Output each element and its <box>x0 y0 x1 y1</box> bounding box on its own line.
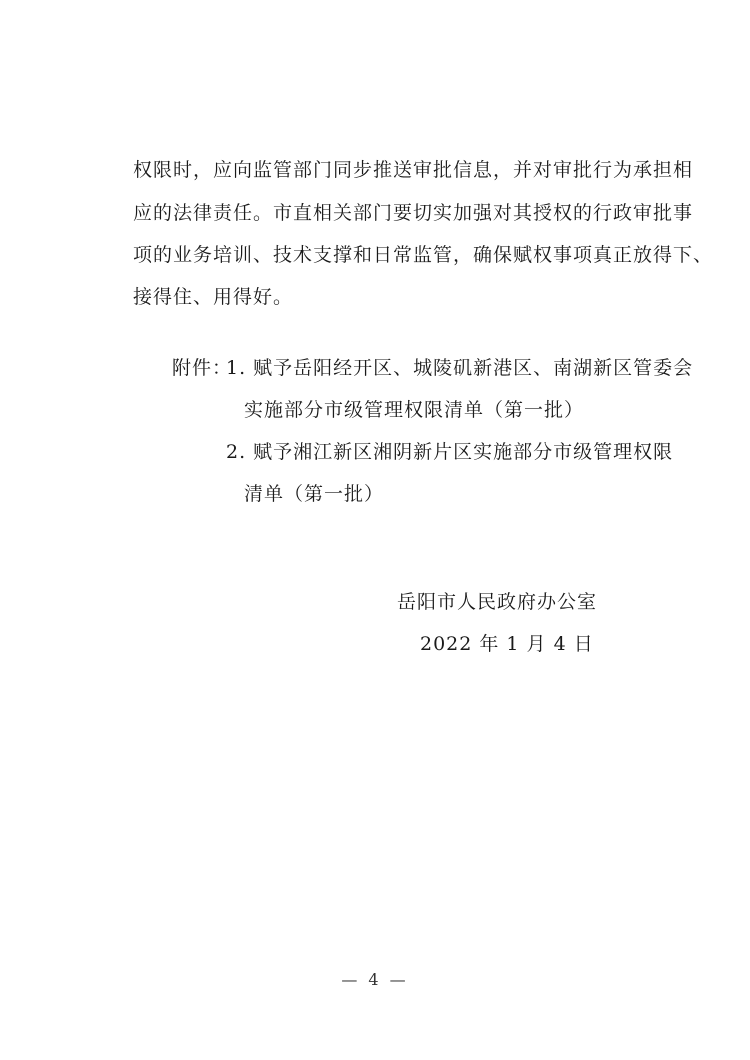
body-paragraph-line-2: 应的法律责任。市直相关部门要切实加强对其授权的行政审批事 <box>133 202 694 224</box>
body-paragraph-line-3: 项的业务培训、技术支撑和日常监管，确保赋权事项真正放得下、 <box>133 244 714 266</box>
attachment-item-1: 1. 赋予岳阳经开区、城陵矶新港区、南湖新区管委会 <box>226 357 694 379</box>
signing-organization: 岳阳市人民政府办公室 <box>397 591 598 613</box>
attachments-label: 附件： <box>172 357 233 379</box>
attachment-item-2-continuation: 清单（第一批） <box>244 483 385 505</box>
body-paragraph-line-1: 权限时，应向监管部门同步推送审批信息，并对审批行为承担相 <box>133 159 694 181</box>
attachment-item-1-continuation: 实施部分市级管理权限清单（第一批） <box>244 399 585 421</box>
signing-date: 2022 年 1 月 4 日 <box>420 633 594 655</box>
body-paragraph-line-4: 接得住、用得好。 <box>133 286 294 308</box>
page-number: — 4 — <box>341 970 409 989</box>
attachment-item-2: 2. 赋予湘江新区湘阴新片区实施部分市级管理权限 <box>226 441 674 463</box>
